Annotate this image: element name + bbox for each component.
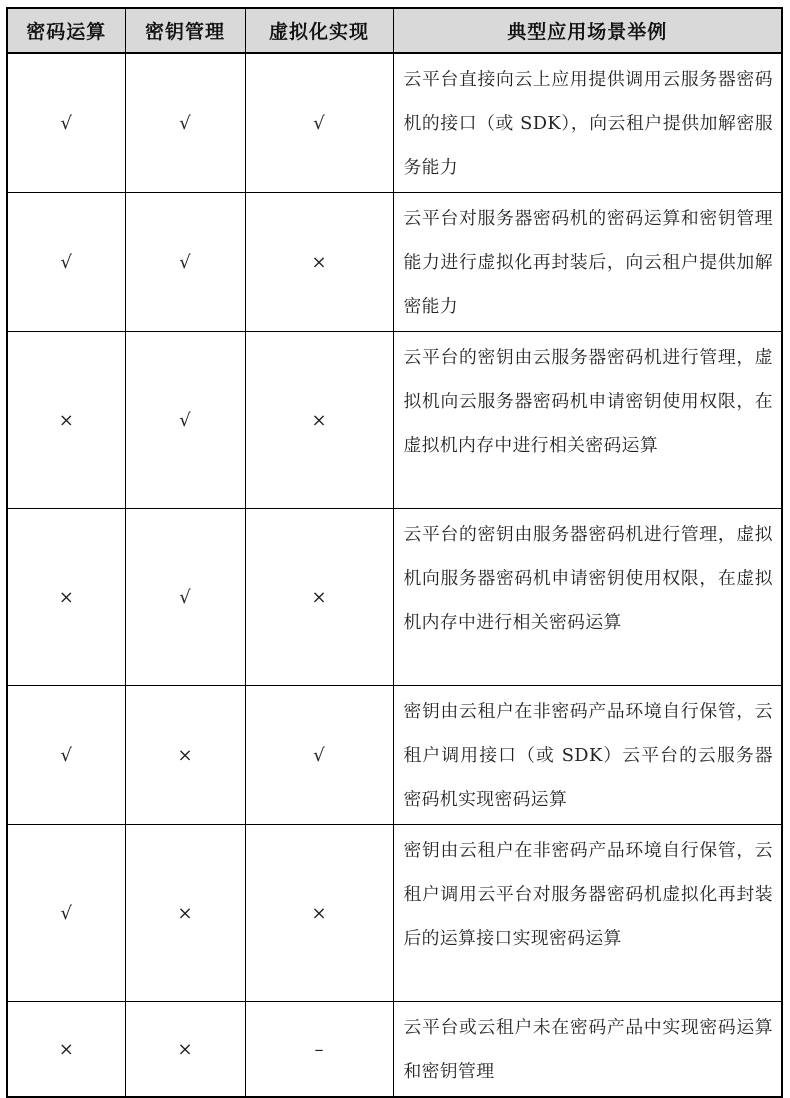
key-management-mark: √ [125, 509, 245, 686]
use-case-text: 云平台直接向云上应用提供调用云服务器密码机的接口（或 SDK），向云租户提供加解密服务能力 [393, 53, 782, 193]
key-management-mark: √ [125, 193, 245, 332]
crypto-ops-mark: √ [7, 825, 125, 1002]
table-body [7, 53, 782, 1097]
table-row [7, 686, 782, 825]
header-row [7, 8, 782, 53]
key-management-mark: × [125, 1002, 245, 1098]
crypto-ops-mark: √ [7, 53, 125, 193]
header-virtualization: 虚拟化实现 [245, 8, 393, 53]
use-case-text: 密钥由云租户在非密码产品环境自行保管，云租户调用云平台对服务器密码机虚拟化再封装后的运算接口实现密码运算 [393, 825, 782, 1002]
use-case-text: 云平台的密钥由云服务器密码机进行管理，虚拟机向云服务器密码机申请密钥使用权限，在虚拟机内存中进行相关密码运算 [393, 332, 782, 509]
header-crypto-ops: 密码运算 [7, 8, 125, 53]
virtualization-mark: √ [245, 686, 393, 825]
table-header [7, 8, 782, 53]
key-management-mark: × [125, 686, 245, 825]
crypto-ops-mark: × [7, 1002, 125, 1098]
table-row [7, 825, 782, 1002]
key-management-mark: × [125, 825, 245, 1002]
use-case-text: 密钥由云租户在非密码产品环境自行保管，云租户调用接口（或 SDK）云平台的云服务器密码机实现密码运算 [393, 686, 782, 825]
virtualization-mark: – [245, 1002, 393, 1098]
virtualization-mark: √ [245, 53, 393, 193]
key-management-mark: √ [125, 53, 245, 193]
crypto-ops-mark: √ [7, 686, 125, 825]
virtualization-mark: × [245, 825, 393, 1002]
key-management-mark: √ [125, 332, 245, 509]
virtualization-mark: × [245, 193, 393, 332]
table-row [7, 509, 782, 686]
capability-table [6, 7, 783, 1098]
use-case-text: 云平台的密钥由服务器密码机进行管理，虚拟机向服务器密码机申请密钥使用权限，在虚拟机内存中进行相关密码运算 [393, 509, 782, 686]
crypto-ops-mark: × [7, 332, 125, 509]
virtualization-mark: × [245, 332, 393, 509]
table-row [7, 193, 782, 332]
crypto-ops-mark: √ [7, 193, 125, 332]
table-row [7, 53, 782, 193]
header-key-management: 密钥管理 [125, 8, 245, 53]
table-row [7, 1002, 782, 1098]
virtualization-mark: × [245, 509, 393, 686]
table-row [7, 332, 782, 509]
use-case-text: 云平台或云租户未在密码产品中实现密码运算和密钥管理 [393, 1002, 782, 1098]
header-use-case-examples: 典型应用场景举例 [393, 8, 782, 53]
use-case-text: 云平台对服务器密码机的密码运算和密钥管理能力进行虚拟化再封装后，向云租户提供加解密能力 [393, 193, 782, 332]
crypto-ops-mark: × [7, 509, 125, 686]
